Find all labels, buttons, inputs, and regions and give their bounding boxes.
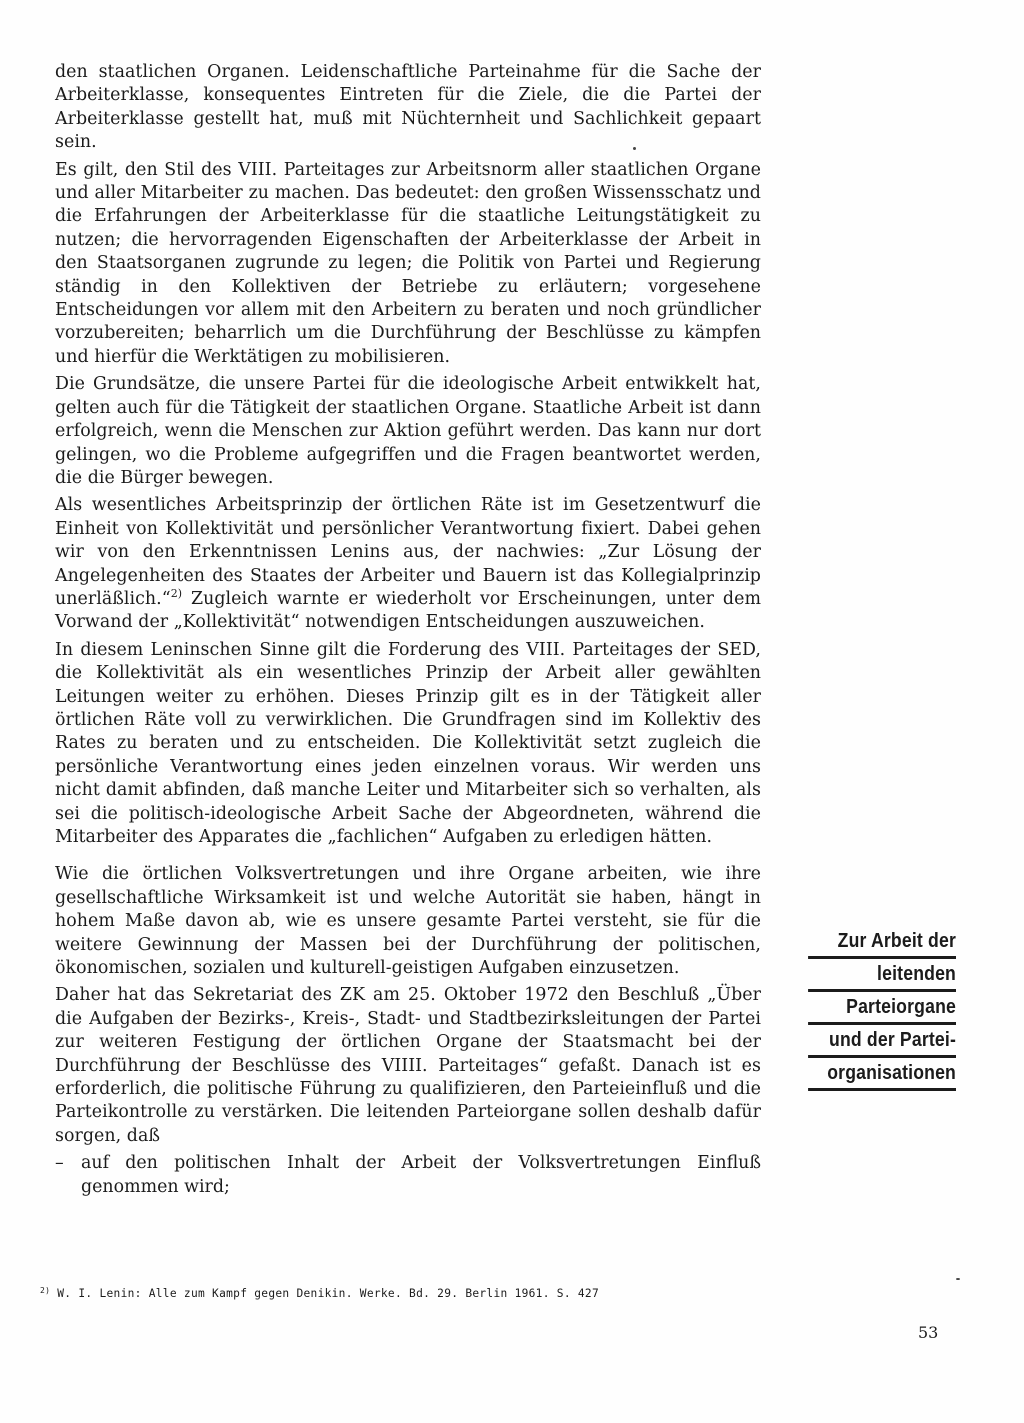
- side-heading-line: Zur Arbeit der: [808, 926, 956, 959]
- side-heading: [808, 926, 956, 1091]
- footnote-marker: 2): [40, 1286, 51, 1295]
- print-speck: [633, 147, 636, 150]
- print-speck: [956, 1278, 960, 1280]
- side-heading-line: Parteiorgane: [808, 992, 956, 1025]
- paragraph: den staatlichen Organen. Leidenschaftliche Parteinahme für die Sache der Arbeiterklasse, konsequentes Eintreten für die Ziele, die die Partei der Arbeiterklasse gestellt hat, muß mit Nüchternheit und Sachlichkeit gepaart sein.: [55, 62, 761, 153]
- dash-list-item: [55, 1152, 761, 1199]
- paragraph-with-footnote-ref: [55, 494, 761, 634]
- dash-bullet: –: [55, 1153, 64, 1174]
- paragraph: In diesem Leninschen Sinne gilt die Forderung des VIII. Parteitages der SED, die Kollektivität als ein wesentliches Prinzip der Arbeit aller gewählten Leitungen weiter zu erhöhen. Dieses Prinzip gilt es in der Tätigkeit aller örtlichen Räte voll zu verwirklichen. Die Grundfragen sind im Kollektiv des Rates zu beraten und zu entscheiden. Die Kollektivität setzt zugleich die persönliche Verantwortung eines jeden einzelnen voraus. Wir werden uns nicht damit abfinden, daß manche Leiter und Mitarbeiter sich so verhalten, als sei die politisch-ideologische Arbeit Sache der Abgeordneten, während die Mitarbeiter des Apparates die „fachlichen“ Aufgaben zu erledigen hätten.: [55, 639, 761, 847]
- side-heading-line: organisationen: [808, 1058, 956, 1091]
- paragraph: Die Grundsätze, die unsere Partei für die ideologische Arbeit entwikkelt hat, gelten auch für die Tätigkeit der staatlichen Organe. Staatliche Arbeit ist dann erfolgreich, wenn die Menschen zur Aktion geführt werden. Das kann nur dort gelingen, wo die Probleme aufgegriffen und die Fragen beantwortet werden, die die Bürger bewegen.: [55, 374, 761, 488]
- paragraph: Wie die örtlichen Volksvertretungen und ihre Organe arbeiten, wie ihre gesellschaftliche Wirksamkeit ist und welche Autorität sie haben, hängt in hohem Maße davon ab, wie es unsere gesamte Partei versteht, sie für die weitere Gewinnung der Massen bei der Durchführung der politischen, ökonomischen, sozialen und kulturell-geistigen Aufgaben einzusetzen.: [55, 864, 761, 979]
- paragraph: Es gilt, den Stil des VIII. Parteitages zur Arbeitsnorm aller staatlichen Organe und aller Mitarbeiter zu machen. Das bedeutet: den großen Wissensschatz und die Erfahrungen der Arbeiterklasse für die staatliche Leitungstätigkeit zu nutzen; die hervorragenden Eigenschaften der Arbeiterklasse der Arbeit in den Staatsorganen zugrunde zu legen; die Politik von Partei und Regierung ständig in den Kollektiven der Betriebe zu erläutern; vorgesehene Entscheidungen vor allem mit den Arbeitern zu beraten und noch gründlicher vorzubereiten; beharrlich um die Durchführung der Beschlüsse zu kämpfen und hierfür die Werktätigen zu mobilisieren.: [55, 159, 761, 367]
- footnote: [40, 1283, 740, 1301]
- dash-list-text: auf den politischen Inhalt der Arbeit der Volksvertretungen Einfluß genommen wird;: [81, 1153, 761, 1197]
- paragraph-text: Zugleich warnte er wiederholt vor Erscheinungen, unter dem Vorwand der „Kollektivität“ notwendigen Entscheidungen auszuweichen.: [55, 588, 761, 633]
- paragraph: Daher hat das Sekretariat des ZK am 25. Oktober 1972 den Beschluß „Über die Aufgaben der Bezirks-, Kreis-, Stadt- und Stadtbezirksleitungen der Partei zur weiteren Festigung der örtlichen Organe der Staatsmacht bei der Durchführung der Beschlüsse des VIIII. Parteitages“ gefaßt. Danach ist es erforderlich, die politische Führung zu qualifizieren, den Parteieinfluß und die Parteikontrolle zu verstärken. Die leitenden Parteiorgane sollen deshalb dafür sorgen, daß: [55, 985, 761, 1146]
- side-heading-line: und der Partei-: [808, 1025, 956, 1058]
- page-number: 53: [918, 1323, 939, 1342]
- main-text-column: [55, 61, 761, 1199]
- side-heading-line: leitenden: [808, 959, 956, 992]
- footnote-text: W. I. Lenin: Alle zum Kampf gegen Denikin. Werke. Bd. 29. Berlin 1961. S. 427: [50, 1287, 599, 1300]
- footnote-reference: 2): [170, 586, 183, 600]
- paragraph-text: Als wesentliches Arbeitsprinzip der örtlichen Räte ist im Gesetzentwurf die Einheit von Kollektivität und persönlicher Verantwortung fixiert. Dabei gehen wir von den Erkenntnissen Lenins aus, der nachwies: „Zur Lösung der Angelegenheiten des Staates der Arbeiter und Bauern ist das Kollegialprinzip unerläßlich.“: [55, 495, 761, 609]
